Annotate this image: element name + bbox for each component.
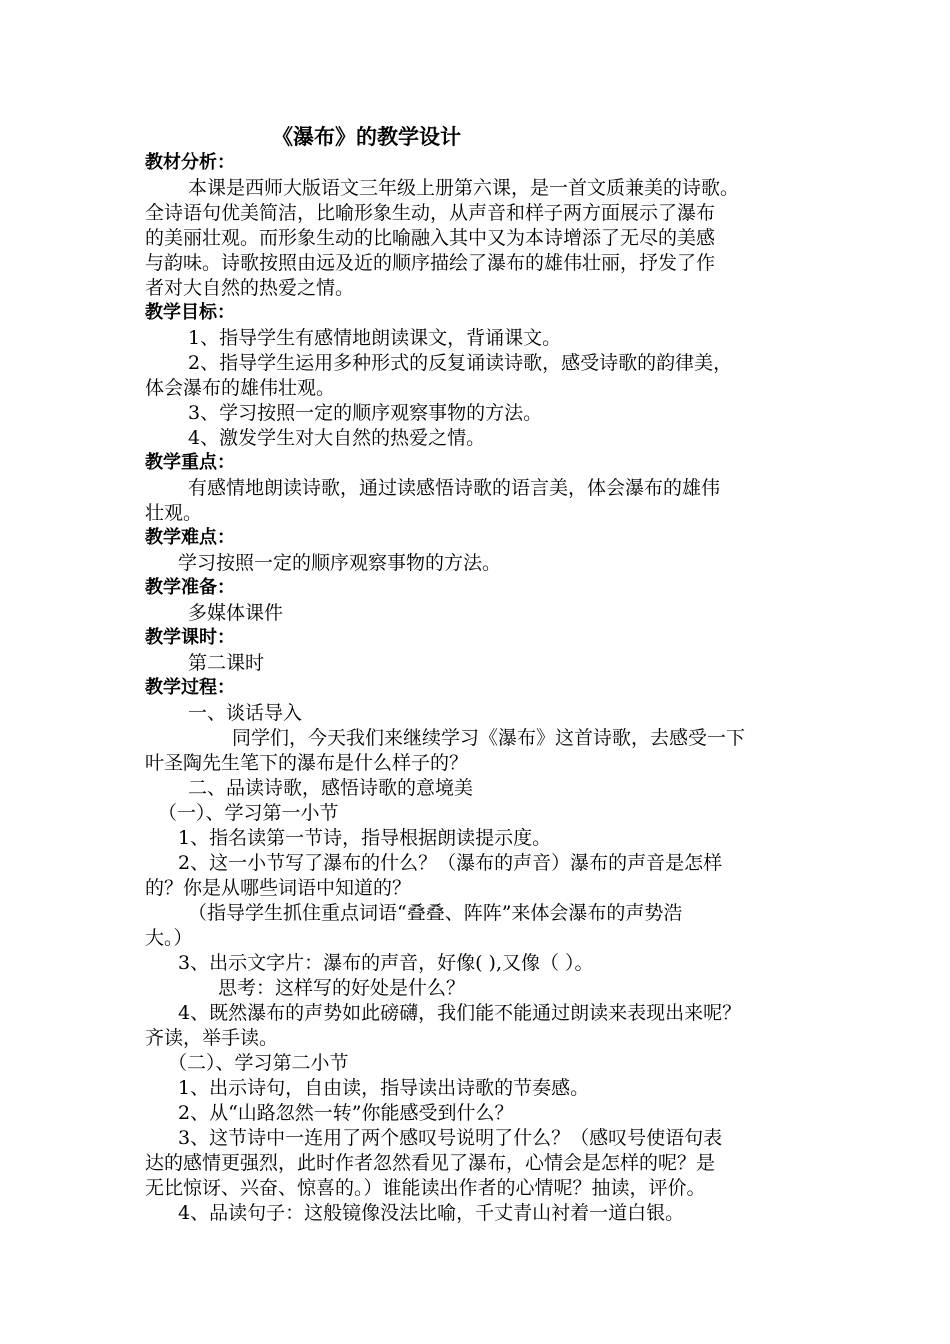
process-line: 1、指名读第一节诗，指导根据朗读提示度。 [178,827,552,849]
key-point-line: 壮观。 [145,502,203,524]
heading-difficulty: 教学难点： [145,527,235,548]
process-line: 二、品读诗歌，感悟诗歌的意境美 [188,777,474,799]
difficulty-line: 学习按照一定的顺序观察事物的方法。 [178,552,502,574]
document-title: 《瀑布》的教学设计 [272,124,461,149]
heading-period: 教学课时： [145,627,235,648]
process-line: 大。） [145,927,193,949]
process-line: （二）、学习第二小节 [168,1052,349,1074]
process-line: 一、谈话导入 [188,702,303,724]
key-point-line: 有感情地朗读诗歌，通过读感悟诗歌的语言美，体会瀑布的雄伟 [188,477,721,499]
process-line: 3、这节诗中一连用了两个感叹号说明了什么？（感叹号使语句表 [178,1127,723,1149]
goal-line: 体会瀑布的雄伟壮观。 [145,377,336,399]
process-line: 4、既然瀑布的声势如此磅礴，我们能不能通过朗读来表现出来呢？ [178,1002,742,1024]
process-line: 思考：这样写的好处是什么？ [218,977,466,999]
goal-line: 1、指导学生有感情地朗读课文，背诵课文。 [188,327,562,349]
goal-line: 3、学习按照一定的顺序观察事物的方法。 [188,402,543,424]
process-line: 叶圣陶先生笔下的瀑布是什么样子的？ [145,752,469,774]
process-line: 无比惊讶、兴奋、惊喜的。）谁能读出作者的心情呢？抽读，评价。 [145,1177,706,1199]
process-line: 2、从“山路忽然一转”你能感受到什么？ [178,1102,514,1124]
process-line: 3、出示文字片：瀑布的声音，好像( ),又像（ ）。 [178,952,594,974]
analysis-line: 的美丽壮观。而形象生动的比喻融入其中又为本诗增添了无尽的美感 [145,227,716,249]
process-line: （一）、学习第一小节 [158,802,339,824]
heading-preparation: 教学准备： [145,577,235,598]
analysis-line: 本课是西师大版语文三年级上册第六课，是一首文质兼美的诗歌。 [188,177,740,199]
analysis-line: 者对大自然的热爱之情。 [145,277,355,299]
process-line: （指导学生抓住重点词语“叠叠、阵阵”来体会瀑布的声势浩 [188,902,683,924]
heading-goals: 教学目标： [145,302,235,323]
goal-line: 2、指导学生运用多种形式的反复诵读诗歌，感受诗歌的韵律美， [188,352,733,374]
period-line: 第二课时 [188,652,265,674]
heading-key-points: 教学重点： [145,452,235,473]
preparation-line: 多媒体课件 [188,602,284,624]
analysis-line: 全诗语句优美简洁，比喻形象生动，从声音和样子两方面展示了瀑布 [145,202,716,224]
process-line: 2、这一小节写了瀑布的什么？（瀑布的声音）瀑布的声音是怎样 [178,852,723,874]
heading-process: 教学过程： [145,677,235,698]
process-line: 齐读，举手读。 [145,1027,279,1049]
goal-line: 4、激发学生对大自然的热爱之情。 [188,427,486,449]
analysis-line: 与韵味。诗歌按照由远及近的顺序描绘了瀑布的雄伟壮丽，抒发了作 [145,252,716,274]
process-line: 1、出示诗句，自由读，指导读出诗歌的节奏感。 [178,1077,590,1099]
heading-analysis: 教材分析： [145,152,235,173]
process-line: 的？你是从哪些词语中知道的？ [145,877,412,899]
process-line: 同学们，今天我们来继续学习《瀑布》这首诗歌，去感受一下 [232,727,746,749]
process-line: 达的感情更强烈，此时作者忽然看见了瀑布，心情会是怎样的呢？是 [145,1152,716,1174]
process-line: 4、品读句子：这般镜像没法比喻，千丈青山衬着一道白银。 [178,1202,685,1224]
